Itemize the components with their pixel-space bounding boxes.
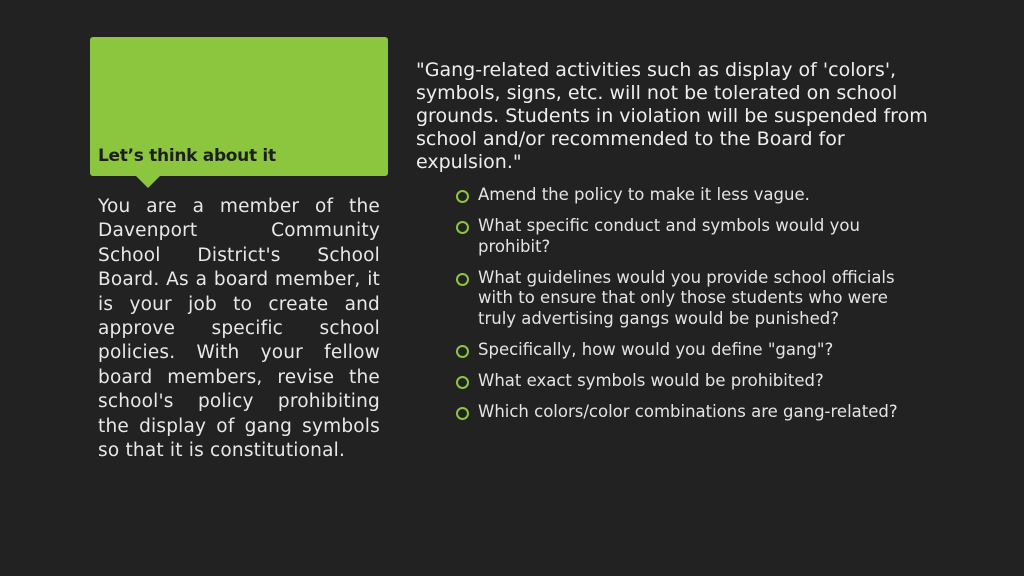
hollow-circle-icon — [456, 407, 469, 420]
bullet-text: Which colors/color combinations are gang-related? — [478, 402, 898, 422]
list-item — [456, 371, 926, 392]
list-item — [456, 340, 926, 361]
bullet-text: What exact symbols would be prohibited? — [478, 371, 824, 391]
scenario-text: You are a member of the Davenport Community School District's School Board. As a board member, it is your job to create and approve specific school policies. With your fellow board members, revise the school's policy prohibiting the display of gang symbols so that it is constitutional. — [98, 196, 380, 462]
hollow-circle-icon — [456, 221, 469, 234]
list-item — [456, 402, 926, 423]
hollow-circle-icon — [456, 273, 469, 286]
hollow-circle-icon — [456, 345, 469, 358]
bullet-text: Amend the policy to make it less vague. — [478, 185, 810, 204]
list-item — [456, 185, 926, 206]
hollow-circle-icon — [456, 376, 469, 389]
title-box — [90, 37, 388, 176]
hollow-circle-icon — [456, 190, 469, 203]
list-item — [456, 216, 926, 257]
bullet-text: What specific conduct and symbols would you prohibit? — [478, 216, 860, 256]
bullet-text: Specifically, how would you define "gang"? — [478, 340, 834, 360]
slide-title: Let’s think about it — [98, 146, 276, 166]
list-item — [456, 268, 926, 330]
bullet-text: What guidelines would you provide school officials with to ensure that only those students who were truly advertising gangs would be punished? — [478, 267, 895, 328]
policy-quote: "Gang-related activities such as display of 'colors', symbols, signs, etc. will not be tolerated on school grounds. Students in violation will be suspended from school and/or recommended to the Board for expulsion." — [416, 59, 928, 173]
bullet-list — [456, 185, 926, 433]
